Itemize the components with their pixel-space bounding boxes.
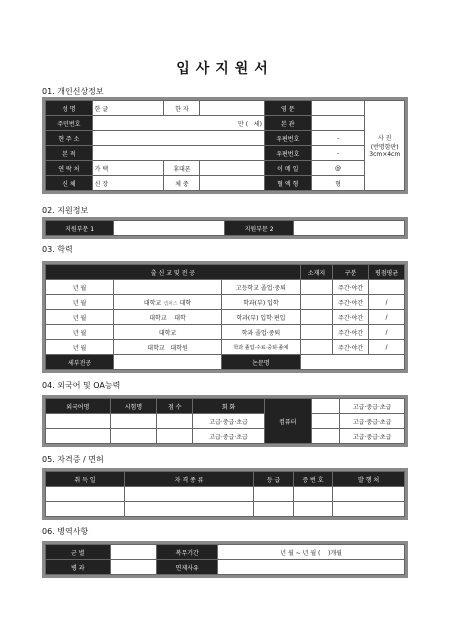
domicile-field[interactable] <box>311 116 365 131</box>
research-field[interactable] <box>114 355 222 370</box>
jumin-field[interactable]: 만 ( 세) <box>92 116 264 131</box>
photo-box[interactable]: 사 진 (반명함판) 3cm×4cm <box>365 101 405 191</box>
exempt-field[interactable] <box>218 560 405 575</box>
section-license-heading: 05. 자격증 / 면허 <box>42 455 104 464</box>
weight-field[interactable] <box>200 176 265 191</box>
name-hanja-field[interactable] <box>200 101 265 116</box>
mobile-field[interactable] <box>200 161 265 176</box>
header-issuer: 발 행 처 <box>333 472 405 487</box>
computer-level-1[interactable]: 고급·중급·초급 <box>340 399 405 414</box>
header-school: 출 신 교 및 전 공 <box>46 265 301 280</box>
rank-field[interactable] <box>110 560 157 575</box>
label-field-2: 지원부문 2 <box>225 221 293 236</box>
table-row[interactable] <box>46 487 405 502</box>
home-phone-field[interactable]: 가 택 <box>92 161 164 176</box>
label-exempt: 면제사유 <box>157 560 218 575</box>
language-section <box>42 395 408 447</box>
blood-field[interactable]: 형 <box>311 176 365 191</box>
label-address: 현 주 소 <box>46 131 93 146</box>
field-1-input[interactable] <box>114 221 225 236</box>
label-thesis: 논문명 <box>221 355 300 370</box>
header-language: 외국어명 <box>46 399 111 414</box>
label-hanja: 한 자 <box>164 101 200 116</box>
name-english-field[interactable] <box>311 101 365 116</box>
section-language-heading: 04. 외국어 및 OA능력 <box>42 381 121 390</box>
label-period: 복무기간 <box>157 545 218 560</box>
header-grade: 등 급 <box>254 472 293 487</box>
label-mobile: 휴대폰 <box>164 161 200 176</box>
section-education-heading: 03. 학력 <box>42 245 73 254</box>
field-2-input[interactable] <box>293 221 404 236</box>
education-section <box>42 261 408 373</box>
label-rank: 병 과 <box>46 560 111 575</box>
thesis-field[interactable] <box>300 355 404 370</box>
label-body: 신 체 <box>46 176 93 191</box>
table-row[interactable]: 년 월 고등학교 졸업·중퇴 주간·야간 <box>46 280 405 295</box>
section-apply-heading: 02. 지원정보 <box>42 206 89 215</box>
label-research: 세부전공 <box>46 355 114 370</box>
label-name: 성 명 <box>46 101 93 116</box>
height-field[interactable]: 신 장 <box>92 176 164 191</box>
label-field-1: 지원부문 1 <box>46 221 114 236</box>
origin-field[interactable] <box>92 146 264 161</box>
table-row[interactable]: 년 월 대학교 대학 학과(부) 입학·편입 주간·야간 / <box>46 310 405 325</box>
header-conversation: 회 화 <box>193 399 265 414</box>
header-type: 구분 <box>333 265 369 280</box>
label-computer: 컴퓨터 <box>264 399 311 444</box>
name-hangul-field[interactable]: 한 글 <box>92 101 164 116</box>
header-number: 증 번 호 <box>293 472 332 487</box>
header-score: 점 수 <box>157 399 193 414</box>
label-contact: 연 락 처 <box>46 161 93 176</box>
section-personal-heading: 01. 개인신상정보 <box>42 87 104 96</box>
license-section <box>42 468 408 520</box>
table-row[interactable]: 고급·중급·초급 고급·중급·초급 <box>46 429 405 444</box>
label-weight: 체 중 <box>164 176 200 191</box>
header-exam: 시험명 <box>110 399 157 414</box>
table-row[interactable] <box>46 502 405 517</box>
header-date: 취 득 일 <box>46 472 125 487</box>
address-field[interactable] <box>92 131 264 146</box>
period-field[interactable]: 년 월 ~ 년 월 ( )개월 <box>218 545 405 560</box>
label-jumin: 주민번호 <box>46 116 93 131</box>
label-zip: 우편번호 <box>264 131 311 146</box>
label-eng: 영 문 <box>264 101 311 116</box>
label-domicile: 본 관 <box>264 116 311 131</box>
table-row[interactable]: 년 월 대학교 캠퍼스 대학 학과(부) 입학 주간·야간 / <box>46 295 405 310</box>
military-section <box>42 541 408 578</box>
label-branch: 군 별 <box>46 545 111 560</box>
apply-info-section <box>42 217 408 239</box>
page-title: 입사지원서 <box>176 61 274 77</box>
header-location: 소재지 <box>300 265 332 280</box>
label-origin: 본 적 <box>46 146 93 161</box>
header-gpa: 평점평균 <box>369 265 405 280</box>
label-blood: 혈 액 형 <box>264 176 311 191</box>
table-row[interactable]: 고급·중급·초급 고급·중급·초급 <box>46 414 405 429</box>
zip-field[interactable]: - <box>311 131 365 146</box>
header-license-type: 자 격 종 류 <box>124 472 253 487</box>
label-zip-2: 우편번호 <box>264 146 311 161</box>
section-military-heading: 06. 병역사항 <box>42 527 89 536</box>
table-row[interactable]: 년 월 대학교 대학원 학과 졸업·수료·중퇴·졸예 주간·야간 / <box>46 340 405 355</box>
email-field[interactable]: @ <box>311 161 365 176</box>
zip-field-2[interactable]: - <box>311 146 365 161</box>
table-row[interactable]: 년 월 대학교 학과 졸업·중퇴 주간·야간 / <box>46 325 405 340</box>
personal-info-section <box>42 97 408 194</box>
branch-field[interactable] <box>110 545 157 560</box>
label-email: 이 메 일 <box>264 161 311 176</box>
